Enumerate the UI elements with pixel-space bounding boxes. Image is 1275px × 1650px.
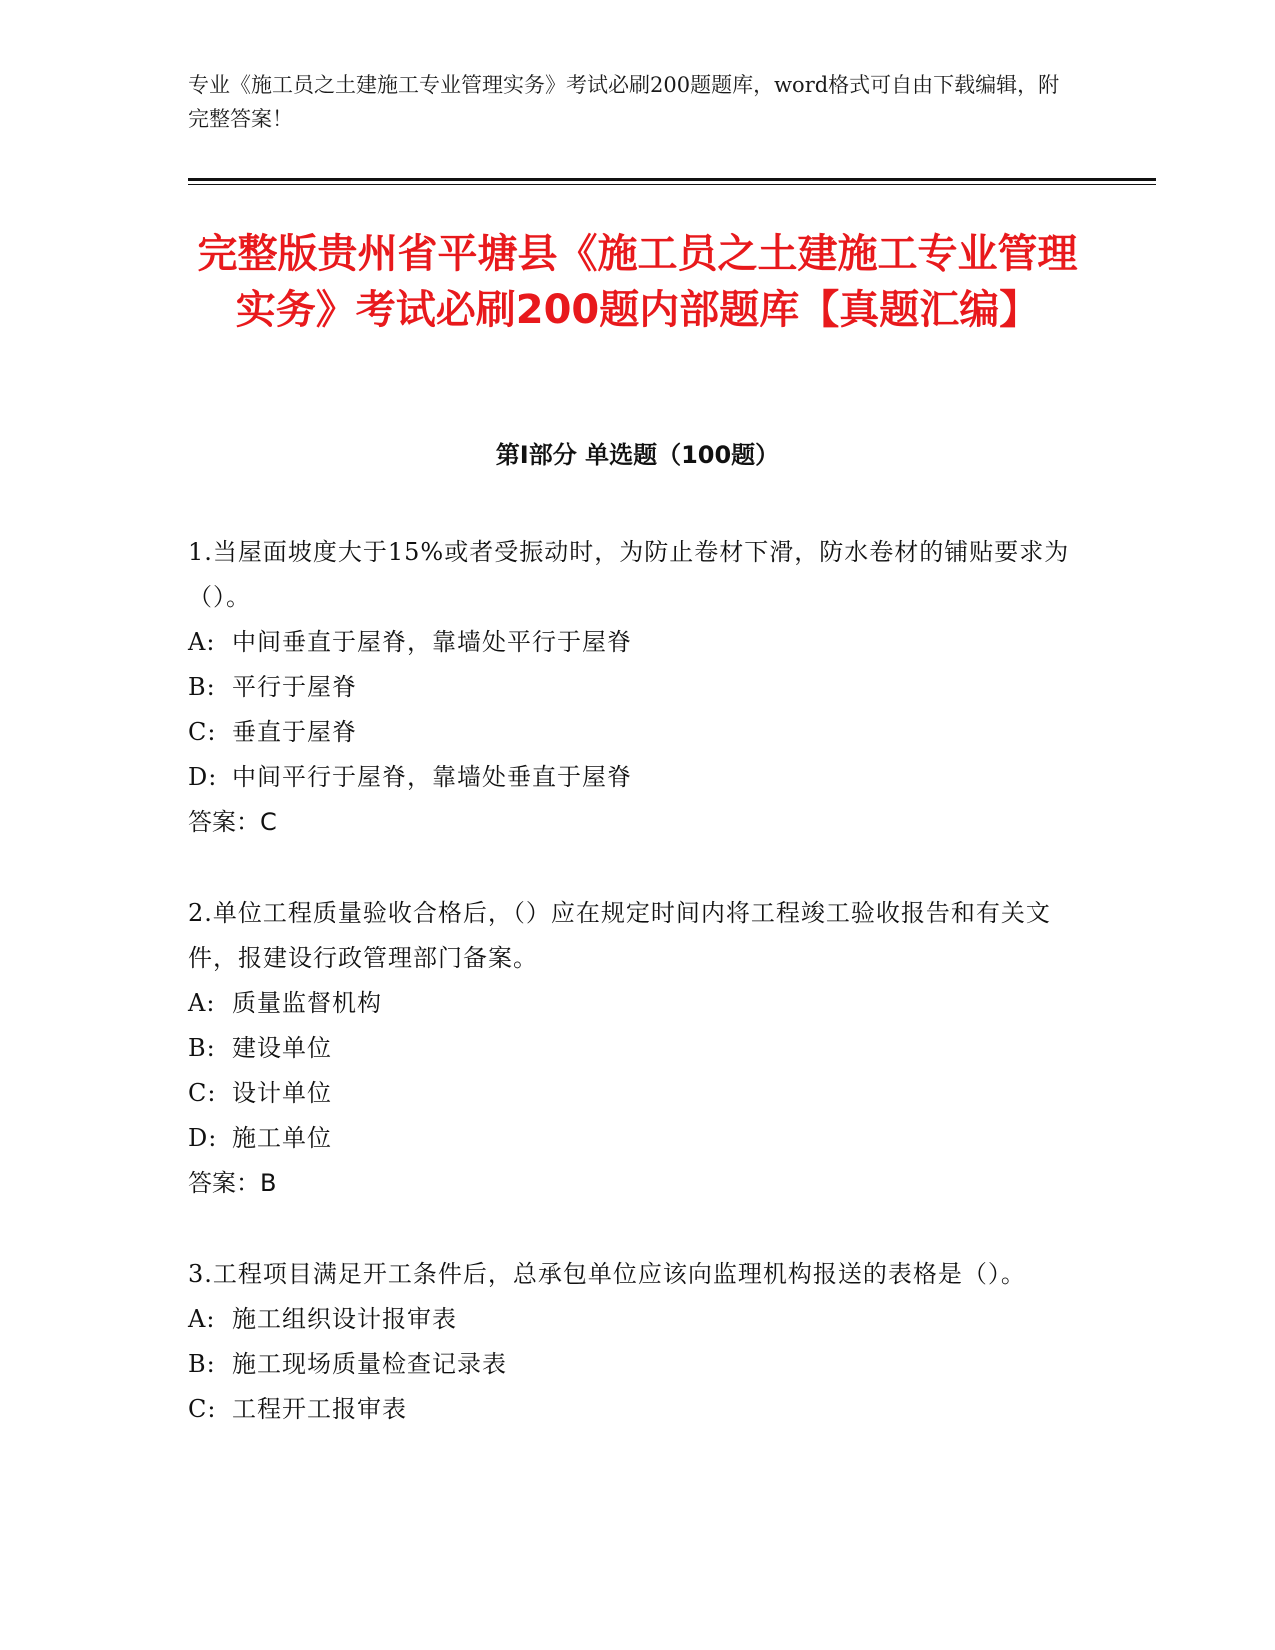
option-text: 建设单位: [232, 1034, 332, 1062]
option-key: B:: [188, 673, 216, 701]
option-text: 工程开工报审表: [232, 1395, 407, 1423]
question-2: [188, 891, 1088, 1206]
document-title: 完整版贵州省平塘县《施工员之土建施工专业管理实务》考试必刷200题内部题库【真题汇编】: [197, 231, 1078, 333]
option-text: 平行于屋脊: [232, 673, 357, 701]
question-text: 3.工程项目满足开工条件后，总承包单位应该向监理机构报送的表格是（）。: [188, 1260, 1026, 1288]
option-c: [188, 1071, 1088, 1116]
option-text: 中间平行于屋脊，靠墙处垂直于屋脊: [232, 763, 632, 791]
option-key: A:: [188, 1305, 216, 1333]
option-text: 施工单位: [232, 1124, 332, 1152]
header-rule-thin: [188, 184, 1156, 185]
option-key: C:: [188, 1395, 217, 1423]
option-a: [188, 981, 1088, 1026]
option-d: [188, 1116, 1088, 1161]
option-b: [188, 1342, 1088, 1387]
header-note: 专业《施工员之土建施工专业管理实务》考试必刷200题题库，word格式可自由下载编辑，附完整答案！: [188, 73, 1060, 131]
header-rule-thick: [188, 178, 1156, 181]
option-key: A:: [188, 989, 216, 1017]
option-text: 质量监督机构: [232, 989, 382, 1017]
option-b: [188, 1026, 1088, 1071]
answer-line: [188, 1161, 1088, 1206]
question-text: 2.单位工程质量验收合格后，（）应在规定时间内将工程竣工验收报告和有关文件，报建设行政管理部门备案。: [188, 899, 1051, 972]
option-key: D:: [188, 1124, 218, 1152]
question-1: [188, 530, 1088, 845]
option-key: D:: [188, 763, 218, 791]
answer-prefix: 答案：: [188, 808, 260, 836]
option-key: A:: [188, 628, 216, 656]
option-key: C:: [188, 1079, 217, 1107]
section-title: 第Ⅰ部分 单选题（100题）: [495, 441, 780, 469]
option-key: B:: [188, 1034, 216, 1062]
answer-prefix: 答案：: [188, 1169, 260, 1197]
option-text: 中间垂直于屋脊，靠墙处平行于屋脊: [232, 628, 632, 656]
question-text: 1.当屋面坡度大于15%或者受振动时，为防止卷材下滑，防水卷材的铺贴要求为（）。: [188, 538, 1070, 611]
option-key: B:: [188, 1350, 216, 1378]
answer-line: [188, 800, 1088, 845]
option-key: C:: [188, 718, 217, 746]
answer-value: C: [260, 808, 277, 836]
answer-value: B: [260, 1169, 277, 1197]
option-text: 垂直于屋脊: [232, 718, 357, 746]
option-c: [188, 1387, 1088, 1432]
option-b: [188, 665, 1088, 710]
option-text: 施工现场质量检查记录表: [232, 1350, 507, 1378]
question-list: [188, 530, 1088, 1478]
option-text: 施工组织设计报审表: [232, 1305, 457, 1333]
question-3: [188, 1252, 1088, 1432]
option-text: 设计单位: [232, 1079, 332, 1107]
option-d: [188, 755, 1088, 800]
option-c: [188, 710, 1088, 755]
option-a: [188, 620, 1088, 665]
option-a: [188, 1297, 1088, 1342]
